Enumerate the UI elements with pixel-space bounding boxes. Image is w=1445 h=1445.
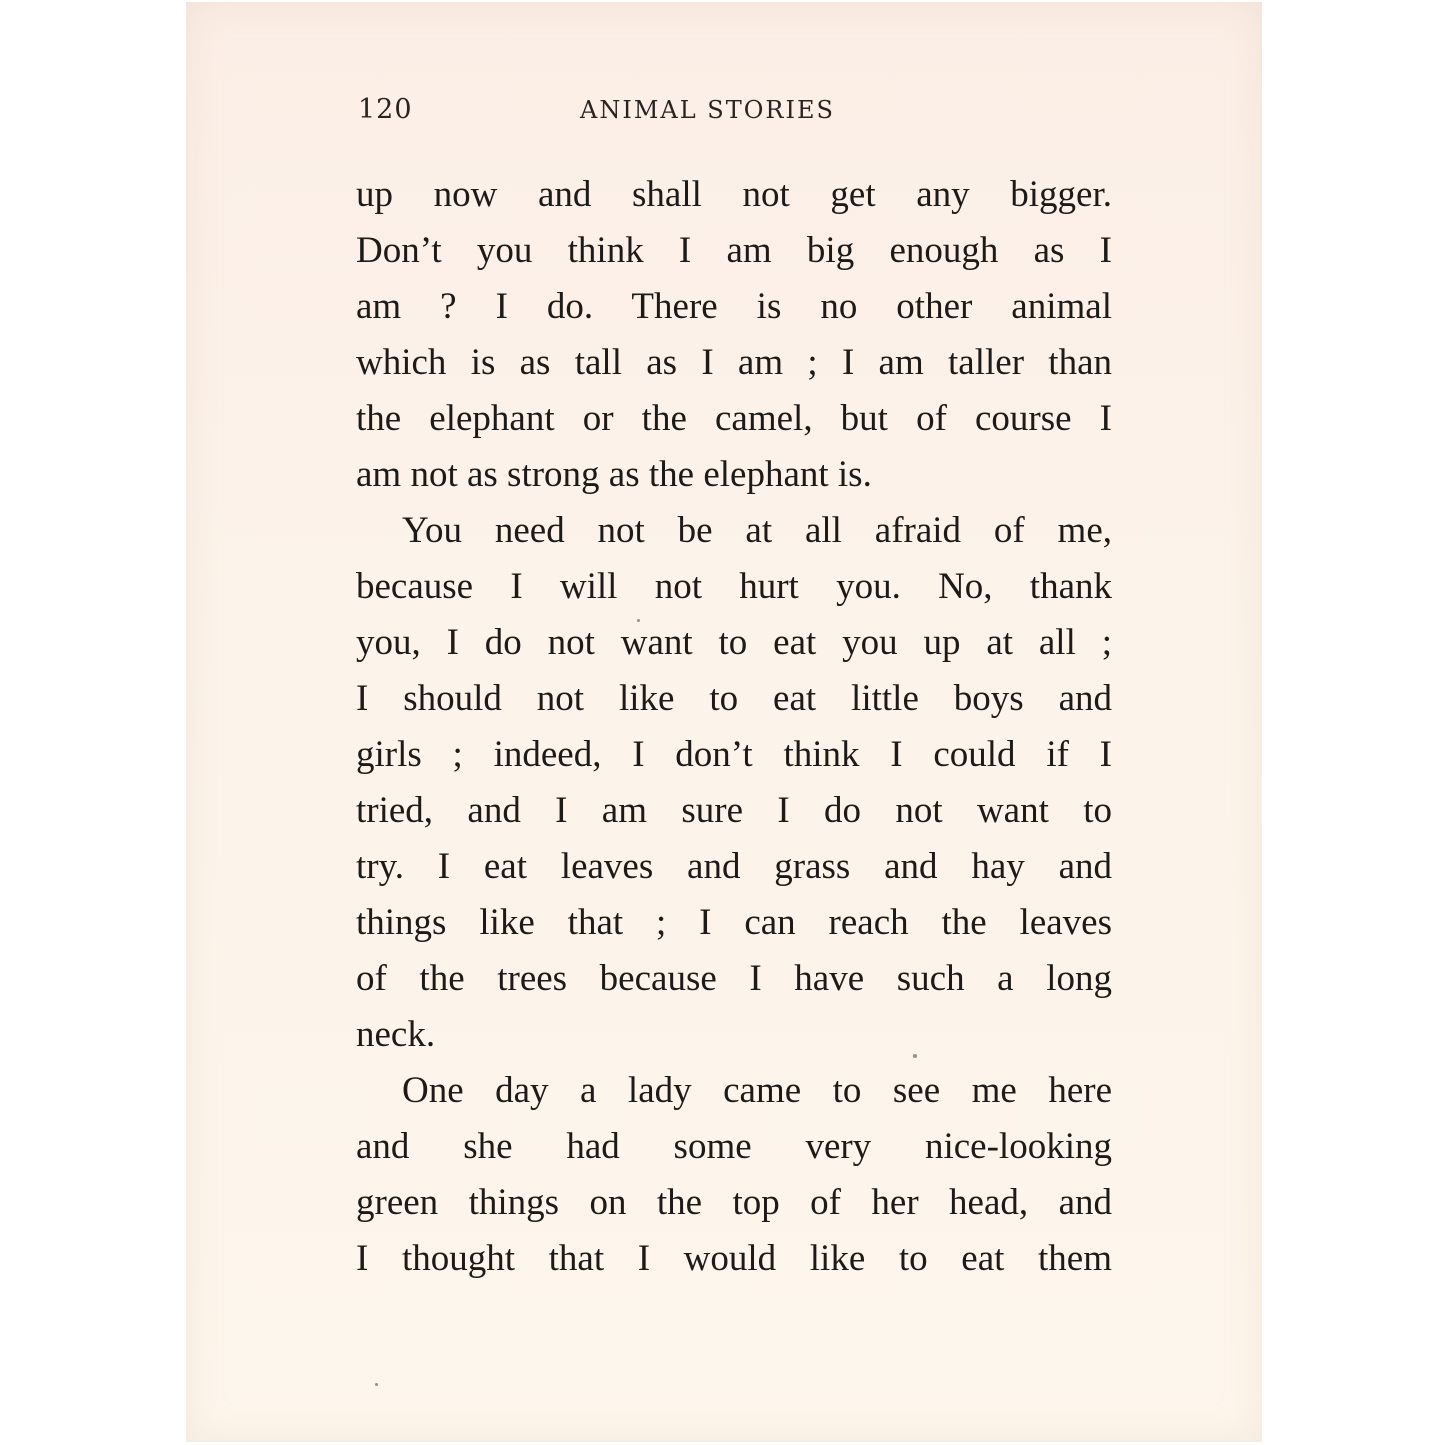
paper-speck bbox=[913, 1054, 917, 1058]
running-head: ANIMAL STORIES bbox=[580, 96, 835, 124]
text-line: and she had some very nice-looking bbox=[356, 1126, 1112, 1167]
body-text bbox=[356, 167, 1112, 1287]
page-header bbox=[358, 94, 1118, 134]
book-page bbox=[186, 2, 1262, 1442]
paper-speck bbox=[637, 619, 640, 622]
text-line: green things on the top of her head, and bbox=[356, 1182, 1112, 1223]
text-line: Don’t you think I am big enough as I bbox=[356, 230, 1112, 271]
text-line: which is as tall as I am ; I am taller than bbox=[356, 342, 1112, 383]
text-line: because I will not hurt you. No, thank bbox=[356, 566, 1112, 607]
text-line: One day a lady came to see me here bbox=[402, 1070, 1112, 1111]
paper-speck bbox=[375, 1383, 378, 1386]
text-line: am ? I do. There is no other animal bbox=[356, 286, 1112, 327]
text-line: you, I do not want to eat you up at all ; bbox=[356, 622, 1112, 663]
text-line: I should not like to eat little boys and bbox=[356, 678, 1112, 719]
text-line: I thought that I would like to eat them bbox=[356, 1238, 1112, 1279]
text-line: am not as strong as the elephant is. bbox=[356, 454, 872, 495]
text-line: neck. bbox=[356, 1014, 436, 1055]
text-line: You need not be at all afraid of me, bbox=[402, 510, 1112, 551]
page-number: 120 bbox=[358, 94, 413, 125]
text-line: things like that ; I can reach the leaves bbox=[356, 902, 1112, 943]
text-line: try. I eat leaves and grass and hay and bbox=[356, 846, 1112, 887]
text-line: tried, and I am sure I do not want to bbox=[356, 790, 1112, 831]
text-line: girls ; indeed, I don’t think I could if I bbox=[356, 734, 1112, 775]
text-line: up now and shall not get any bigger. bbox=[356, 174, 1112, 215]
text-line: of the trees because I have such a long bbox=[356, 958, 1112, 999]
text-line: the elephant or the camel, but of course I bbox=[356, 398, 1112, 439]
